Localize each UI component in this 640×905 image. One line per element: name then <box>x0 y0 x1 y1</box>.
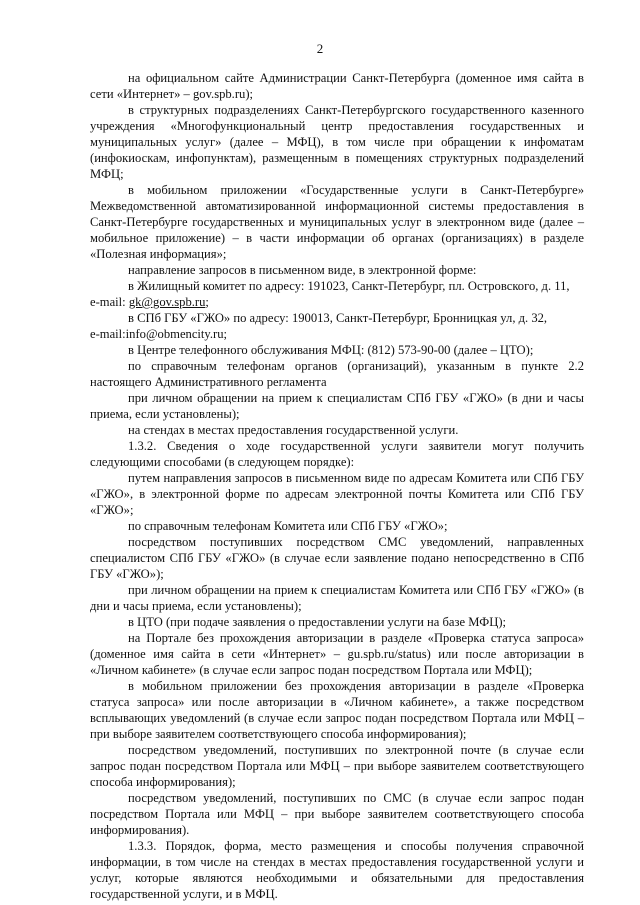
paragraph: направление запросов в письменном виде, в электронной форме: <box>128 263 477 277</box>
paragraph: на Портале без прохождения авторизации в разделе «Проверка статуса запроса» (доменное имя сайта в сети «Интернет» – gu.spb.ru/status) или после авторизации в «Личном кабинете» (в случае если запрос подан посредством Портала или МФЦ); <box>90 631 584 677</box>
paragraph: 1.3.3. Порядок, форма, место размещения и способы получения справочной информации, в том числе на стендах в местах предоставления государственной услуги и услуг, которые являются необходимыми и обязательными для предоставления государственной услуги, и в МФЦ. <box>90 839 584 901</box>
paragraph: путем направления запросов в письменном виде по адресам Комитета или СПб ГБУ «ГЖО», в электронной форме по адресам электронной почты Комитета или СПб ГБУ «ГЖО»; <box>90 471 584 517</box>
email-link-committee[interactable]: gk@gov.spb.ru <box>128 295 206 309</box>
paragraph: в мобильном приложении «Государственные услуги в Санкт-Петербурге» Межведомственной автоматизированной информационной системы предоставления в Санкт-Петербурге государственных и муниципальных услуг в электронном виде (далее – мобильное приложение) – в части информации об органах (организациях) в разделе «Полезная информация»; <box>90 183 584 261</box>
paragraph: посредством уведомлений, поступивших по электронной почте (в случае если запрос подан посредством Портала или МФЦ – при выборе заявителем соответствующего способа информирования); <box>90 743 584 789</box>
paragraph: посредством поступивших посредством СМС уведомлений, направленных специалистом СПб ГБУ «ГЖО» (в случае если заявление подано непосредственно в СПб ГБУ «ГЖО»); <box>90 535 584 581</box>
paragraph: в мобильном приложении без прохождения авторизации в разделе «Проверка статуса запроса» или после авторизации в «Личном кабинете», а также посредством всплывающих уведомлений (в случае если запрос подан посредством Портала или МФЦ – при выборе заявителем соответствующего способа информирования); <box>90 679 584 741</box>
paragraph: посредством уведомлений, поступивших по СМС (в случае если запрос подан посредством Портала или МФЦ – при выборе заявителем соответствующего способа информирования). <box>90 791 584 837</box>
paragraph: на стендах в местах предоставления государственной услуги. <box>128 423 459 437</box>
email-end: ; <box>205 295 209 309</box>
page-number: 2 <box>316 41 324 56</box>
paragraph: в СПб ГБУ «ГЖО» по адресу: 190013, Санкт-Петербург, Бронницкая ул, д. 32, <box>128 311 548 325</box>
paragraph: на официальном сайте Администрации Санкт-Петербурга (доменное имя сайта в сети «Интернет» – gov.spb.ru); <box>90 71 584 101</box>
paragraph: в структурных подразделениях Санкт-Петербургского государственного казенного учреждения «Многофункциональный центр предоставления государственных и муниципальных услуг» (далее – МФЦ), в том числе при обращении к инфоматам (инфокиоскам, инфопунктам), размещенным в помещениях структурных подразделений МФЦ; <box>90 103 584 181</box>
email-label: e-mail: <box>90 295 129 309</box>
email-line-committee <box>90 294 584 310</box>
paragraph: в Центре телефонного обслуживания МФЦ: (812) 573-90-00 (далее – ЦТО); <box>128 343 534 357</box>
paragraph: в ЦТО (при подаче заявления о предоставлении услуги на базе МФЦ); <box>128 615 507 629</box>
paragraph: 1.3.2. Сведения о ходе государственной услуги заявители могут получить следующими способами (в следующем порядке): <box>90 439 584 469</box>
paragraph: в Жилищный комитет по адресу: 191023, Санкт-Петербург, пл. Островского, д. 11, <box>128 279 570 293</box>
document-body <box>90 70 584 902</box>
paragraph: при личном обращении на прием к специалистам Комитета или СПб ГБУ «ГЖО» (в дни и часы приема, если установлены); <box>90 583 584 613</box>
email-line-gzho: e-mail:info@obmencity.ru; <box>90 327 228 341</box>
paragraph: по справочным телефонам Комитета или СПб ГБУ «ГЖО»; <box>128 519 448 533</box>
paragraph: по справочным телефонам органов (организаций), указанным в пункте 2.2 настоящего Административного регламента <box>90 359 584 389</box>
paragraph: при личном обращении на прием к специалистам СПб ГБУ «ГЖО» (в дни и часы приема, если установлены); <box>90 391 584 421</box>
